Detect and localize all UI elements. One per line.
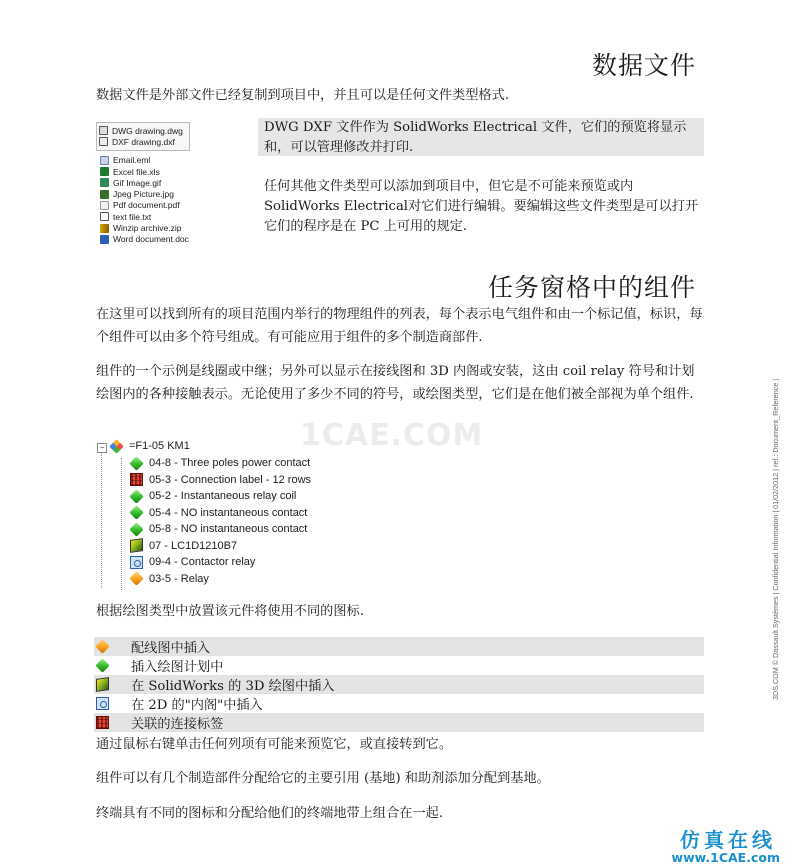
legend-row: 在 2D 的"内阁"中插入: [94, 694, 704, 713]
text-file-icon: [100, 212, 109, 221]
pdf-file-icon: [100, 201, 109, 210]
components-paragraph-1: 在这里可以找到所有的项目范围内举行的物理组件的列表，每个表示电气组件和由一个标记值，标识，每个组件可以由多个符号组成。有可能应用于组件的多个制造商部件.: [96, 307, 703, 345]
jpeg-file-icon: [100, 190, 109, 199]
green-cube-icon: [95, 658, 109, 672]
tree-root-node[interactable]: =F1-05 KM1: [110, 438, 190, 454]
legend-row: 配线图中插入: [94, 637, 704, 656]
file-type-list: [96, 122, 196, 257]
gif-file-icon: [100, 178, 109, 187]
blue-box-icon: [96, 697, 109, 710]
file-item: Excel file.xls: [100, 166, 196, 177]
tree-node[interactable]: 05-8 - NO instantaneous contact: [130, 521, 307, 537]
excel-file-icon: [100, 167, 109, 176]
3d-cabinet-icon: [96, 677, 109, 692]
terminal-paragraph: 终端具有不同的图标和分配给他们的终端地带上组合在一起.: [96, 806, 444, 821]
manufacturer-paragraph: 组件可以有几个制造部件分配给它的主要引用 (基地) 和助剂添加分配到基地。: [96, 771, 550, 786]
dwg-dxf-description: DWG DXF 文件作为 SolidWorks Electrical 文件，它们的预览将显示和，可以管理修改并打印.: [264, 120, 687, 155]
file-item: Email.eml: [100, 155, 196, 166]
red-grid-icon: [96, 716, 109, 729]
green-cube-icon: [129, 522, 143, 536]
brand-name: 仿真在线: [680, 828, 776, 852]
word-file-icon: [100, 235, 109, 244]
component-tree: [96, 438, 310, 586]
dxf-file-icon: [99, 137, 108, 146]
tree-node[interactable]: 09-4 - Contactor relay: [130, 554, 255, 570]
file-item: DWG drawing.dwg: [99, 125, 187, 136]
email-file-icon: [100, 156, 109, 165]
file-item: Winzip archive.zip: [100, 222, 196, 233]
legend-row: 插入绘图计划中: [94, 656, 704, 675]
brand-url: www.1CAE.com: [671, 850, 780, 865]
zip-file-icon: [100, 224, 109, 233]
other-files-description: 任何其他文件类型可以添加到项目中，但它是不可能来预览或内 SolidWorks Electrical对它们进行编辑。要编辑这些文件类型是可以打开它们的程序是在 PC 上可用的规定.: [264, 179, 699, 234]
heading-data-files: 数据文件: [591, 51, 696, 80]
tree-node[interactable]: 05-4 - NO instantaneous contact: [130, 505, 307, 521]
preview-paragraph: 通过鼠标右键单击任何列项有可能来预览它，或直接转到它。: [96, 737, 453, 752]
green-cube-icon: [129, 489, 143, 503]
file-item: Jpeg Picture.jpg: [100, 188, 196, 199]
blue-box-icon: [130, 556, 143, 569]
file-item: Pdf document.pdf: [100, 200, 196, 211]
file-item: text file.txt: [100, 211, 196, 222]
green-cube-icon: [129, 505, 143, 519]
dwg-file-icon: [99, 126, 108, 135]
data-files-intro: 数据文件是外部文件已经复制到项目中，并且可以是任何文件类型格式.: [96, 88, 510, 103]
tree-node[interactable]: 05-3 - Connection label - 12 rows: [130, 472, 311, 488]
file-item: DXF drawing.dxf: [99, 136, 187, 147]
file-item: Gif Image.gif: [100, 177, 196, 188]
legend-row: 关联的连接标签: [94, 713, 704, 732]
orange-cube-icon: [129, 571, 143, 585]
3d-cabinet-icon: [130, 538, 143, 553]
tree-node[interactable]: 07 - LC1D1210B7: [130, 538, 237, 554]
legend-row: 在 SolidWorks 的 3D 绘图中插入: [94, 675, 704, 694]
icon-lead-text: 根据绘图类型中放置该元件将使用不同的图标.: [96, 604, 364, 619]
green-cube-icon: [129, 456, 143, 470]
components-paragraph-2: 组件的一个示例是线圈或中继；另外可以显示在接线图和 3D 内阁或安装，这由 coil relay 符号和计划绘图内的各种接触表示。无论使用了多少不同的符号，或绘图类型，它们是在他们被全部视为单个组件.: [96, 364, 695, 402]
tree-node[interactable]: 04-8 - Three poles power contact: [130, 455, 310, 471]
red-grid-icon: [130, 473, 143, 486]
watermark: 1CAE.COM: [300, 418, 484, 453]
multi-cube-icon: [109, 439, 123, 453]
dwg-dxf-group: [96, 122, 190, 151]
tree-node[interactable]: 05-2 - Instantaneous relay coil: [130, 488, 296, 504]
orange-cube-icon: [95, 639, 109, 653]
collapse-toggle[interactable]: −: [97, 443, 107, 453]
tree-node[interactable]: 03-5 - Relay: [130, 571, 209, 587]
file-item: Word document.doc: [100, 234, 196, 245]
heading-components: 任务窗格中的组件: [487, 273, 696, 302]
